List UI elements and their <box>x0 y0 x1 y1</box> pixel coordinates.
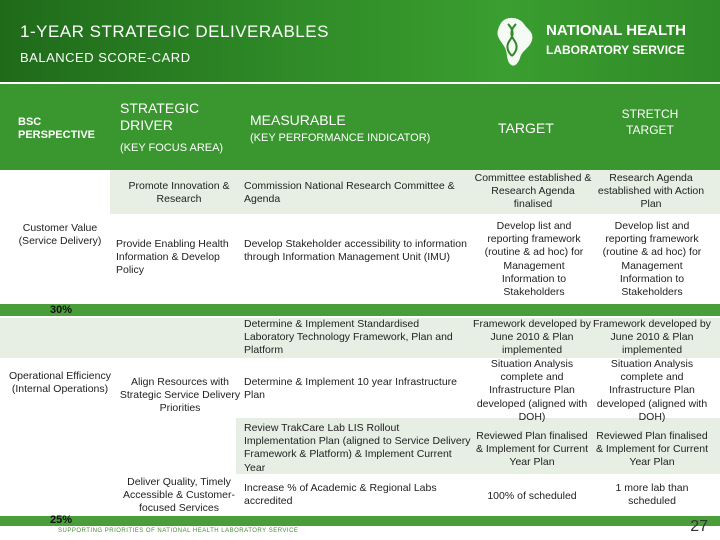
col-stretch-target: STRETCH TARGET <box>621 107 679 137</box>
stretch-reporting-framework: Develop list and reporting framework (routine & ad hoc) for Management Information to Stakeholders <box>602 220 702 299</box>
col-strategic-driver-sub: (KEY FOCUS AREA) <box>120 142 224 154</box>
target-reporting-framework: Develop list and reporting framework (routine & ad hoc) for Management Information to Stakeholders <box>484 220 584 299</box>
weight-customer-value: 30% <box>50 304 73 316</box>
perspective-customer-value: Customer Value (Service Delivery) <box>18 222 102 248</box>
measure-lab-technology: Determine & Implement Standardised Laboratory Technology Framework, Plan and Platform <box>244 318 453 357</box>
stretch-trakcare-plan: Reviewed Plan finalised & Implement for Current Year Plan <box>595 430 709 469</box>
perspective-operational-efficiency: Operational Efficiency (Internal Operations) <box>9 370 111 396</box>
page-number: 27 <box>690 518 708 535</box>
target-lab-framework: Framework developed by June 2010 & Plan implemented <box>473 318 591 357</box>
stretch-research-agenda: Research Agenda established with Action Plan <box>597 172 705 211</box>
nhls-logo <box>490 10 710 70</box>
title-banner <box>0 0 720 82</box>
measure-research-committee: Commission National Research Committee & Agenda <box>244 180 455 206</box>
stretch-accreditation: 1 more lab than scheduled <box>615 482 689 508</box>
weight-band-1 <box>0 304 720 316</box>
measure-stakeholder-accessibility: Develop Stakeholder accessibility to information through Information Management Unit (IMU) <box>244 238 467 264</box>
footer-tagline: SUPPORTING PRIORITIES OF NATIONAL HEALTH LABORATORY SERVICE <box>58 528 299 534</box>
scorecard-table <box>0 170 720 540</box>
stretch-lab-framework: Framework developed by June 2010 & Plan implemented <box>593 318 711 357</box>
target-accreditation: 100% of scheduled <box>487 490 577 502</box>
driver-quality-services: Deliver Quality, Timely Accessible & Customer-focused Services <box>122 476 236 515</box>
col-strategic-driver: STRATEGIC DRIVER <box>120 100 200 133</box>
slide-title: 1-YEAR STRATEGIC DELIVERABLES <box>20 22 329 41</box>
col-target: TARGET <box>498 120 554 136</box>
target-research-committee: Committee established & Research Agenda finalised <box>474 172 592 211</box>
target-trakcare-plan: Reviewed Plan finalised & Implement for Current Year Plan <box>475 430 589 469</box>
driver-health-information: Provide Enabling Health Information & Develop Policy <box>116 238 229 277</box>
target-infrastructure-plan: Situation Analysis complete and Infrastructure Plan developed (aligned with DOH) <box>476 358 588 423</box>
measure-infrastructure-plan: Determine & Implement 10 year Infrastructure Plan <box>244 376 458 402</box>
logo-text-line1: NATIONAL HEALTH <box>546 22 686 39</box>
column-header-bar <box>0 84 720 170</box>
stretch-infrastructure-plan: Situation Analysis complete and Infrastructure Plan developed (aligned with DOH) <box>596 358 708 423</box>
col-bsc-perspective: BSC PERSPECTIVE <box>18 116 96 141</box>
driver-align-resources: Align Resources with Strategic Service Delivery Priorities <box>119 376 241 415</box>
africa-helix-icon <box>490 14 540 70</box>
col-measurable: MEASURABLE <box>250 112 346 128</box>
logo-text-line2: LABORATORY SERVICE <box>546 43 685 57</box>
weight-band-2 <box>0 516 720 526</box>
driver-innovation: Promote Innovation & Research <box>128 180 230 206</box>
measure-trakcare-rollout: Review TrakCare Lab LIS Rollout Implementation Plan (aligned to Service Delivery Framework & Platform) & Implement Current Year <box>244 422 471 474</box>
slide-subtitle: BALANCED SCORE-CARD <box>20 50 191 65</box>
weight-operational-efficiency: 25% <box>50 514 73 526</box>
measure-lab-accreditation: Increase % of Academic & Regional Labs accredited <box>244 482 437 508</box>
col-measurable-sub: (KEY PERFORMANCE INDICATOR) <box>250 132 431 144</box>
